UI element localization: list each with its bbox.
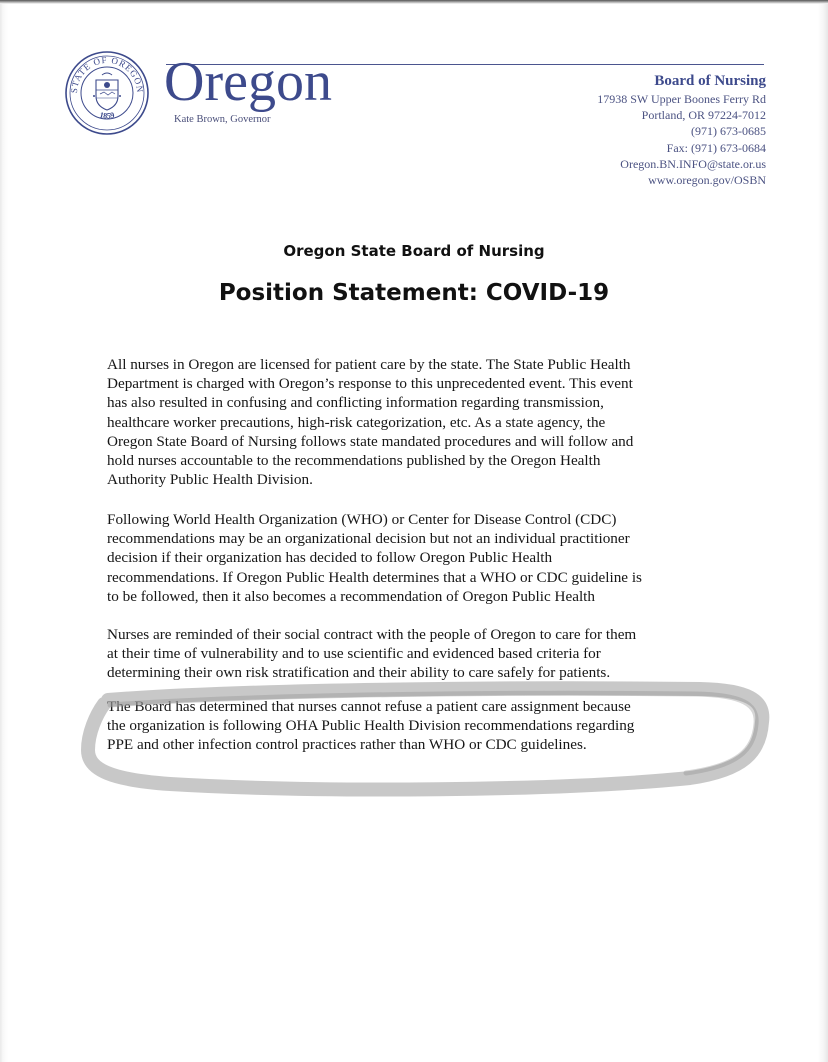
paragraph-board-determination: The Board has determined that nurses cannot refuse a patient care assignment because the organization is following OHA Public Health Division recommendations regarding PPE and other infection control practices rather than WHO or CDC guidelines. — [107, 698, 635, 754]
paragraph-who-cdc: Following World Health Organization (WHO) or Center for Disease Control (CDC) recommendations may be an organizational decision but not an individual practitioner decision if their organization has decided to follow Oregon Public Health recommendations. If Oregon Public Health determines that a WHO or CDC guideline is to be followed, then it also becomes a recommendation of Oregon Public Health — [107, 511, 642, 605]
page-top-edge — [0, 0, 828, 4]
fax-number: Fax: (971) 673-0684 — [666, 140, 766, 155]
governor-line: Kate Brown, Governor — [174, 114, 271, 125]
agency-contact-block — [597, 72, 766, 188]
organization-title: Oregon State Board of Nursing — [283, 242, 545, 260]
paragraph-licensing: All nurses in Oregon are licensed for patient care by the state. The State Public Health Department is charged with Oregon’s response to this unprecedented event. This event has also resulted in confusing and conflicting information regarding transmission, healthcare worker precautions, high-risk categorization, etc. As a state agency, the Oregon State Board of Nursing follows state mandated procedures and will follow and hold nurses accountable to the recommendations published by the Oregon Health Authority Public Health Division. — [107, 356, 634, 489]
state-seal-icon — [64, 50, 150, 136]
paragraph-social-contract: Nurses are reminded of their social contract with the people of Oregon to care for them at their time of vulnerability and to use scientific and evidenced based criteria for determining their own risk stratification and their ability to care safely for patients. — [107, 626, 637, 682]
address-line-1: 17938 SW Upper Boones Ferry Rd — [597, 92, 766, 106]
document-title: Position Statement: COVID-19 — [218, 280, 610, 306]
website-url: www.oregon.gov/OSBN — [648, 173, 766, 188]
address-line-2: Portland, OR 97224-7012 — [641, 108, 766, 123]
agency-name: Board of Nursing — [654, 73, 766, 89]
phone-number: (971) 673-0685 — [691, 124, 766, 139]
oregon-wordmark: Oregon — [164, 51, 332, 113]
seal-year-text: 1859 — [98, 110, 116, 121]
seal-top-text: STATE OF OREGON — [68, 54, 146, 94]
email-address: Oregon.BN.INFO@state.or.us — [620, 156, 766, 171]
